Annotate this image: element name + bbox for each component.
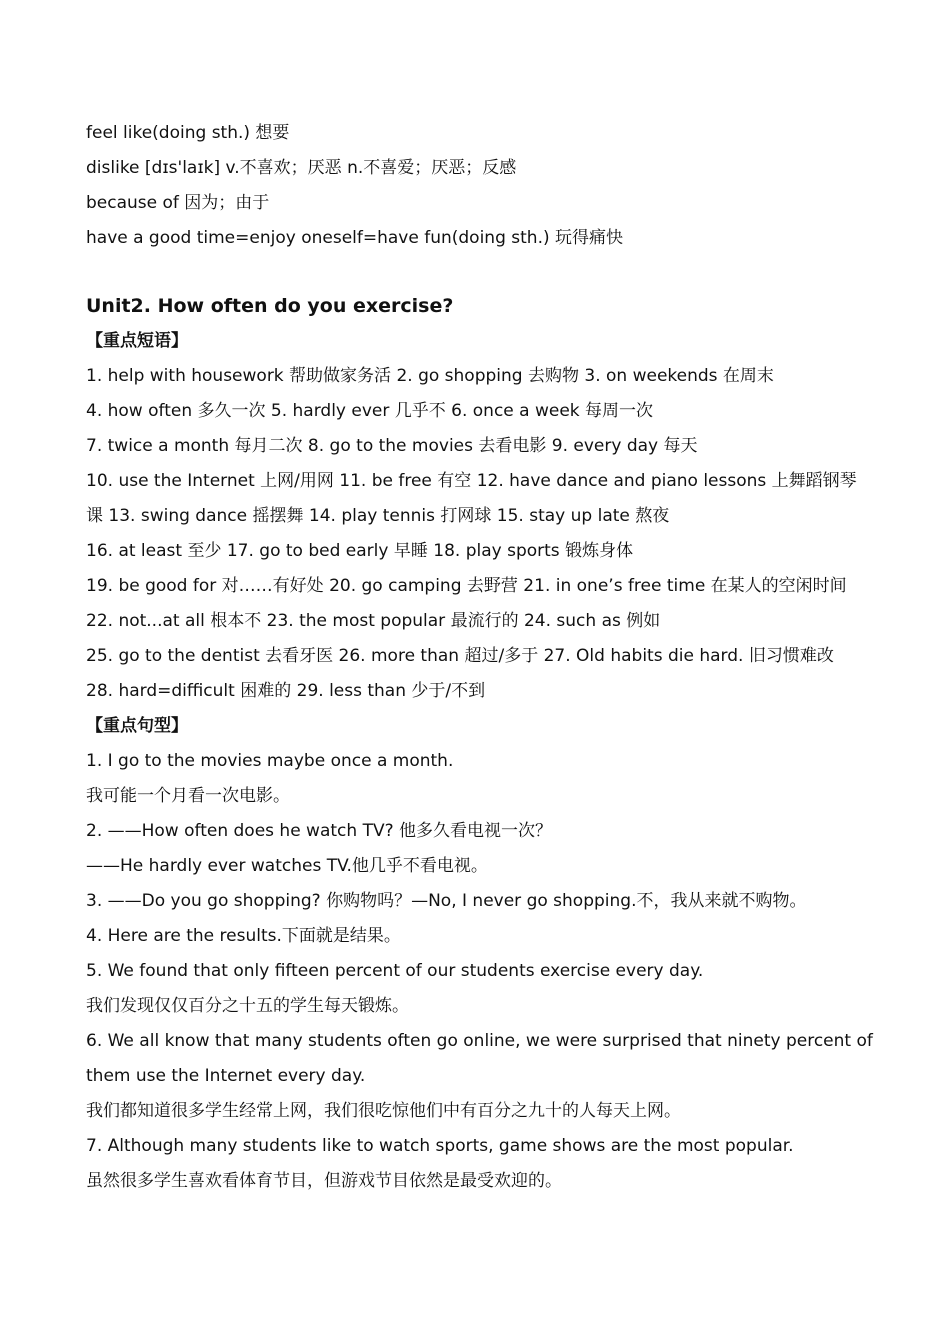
unit-title: Unit2. How often do you exercise? — [86, 295, 454, 317]
document-page — [86, 116, 876, 1199]
sentence-line: 1. I go to the movies maybe once a month. — [86, 751, 454, 771]
sentence-line: 7. Although many students like to watch sports, game shows are the most popular. — [86, 1136, 794, 1156]
phrase-line: 28. hard=difficult 困难的 29. less than 少于/不到 — [86, 681, 486, 701]
phrase-line: 10. use the Internet 上网/用网 11. be free 有空 12. have dance and piano lessons 上舞蹈钢琴 — [86, 471, 857, 491]
phrase-line: 4. how often 多久一次 5. hardly ever 几乎不 6. once a week 每周一次 — [86, 401, 654, 421]
spacer — [86, 256, 876, 289]
phrase-line: 16. at least 至少 17. go to bed early 早睡 18. play sports 锻炼身体 — [86, 541, 634, 561]
sentence-line: 3. ——Do you go shopping? 你购物吗？—No, I never go shopping.不，我从来就不购物。 — [86, 891, 807, 911]
sentence-line: 我们都知道很多学生经常上网，我们很吃惊他们中有百分之九十的人每天上网。 — [86, 1101, 681, 1121]
phrase-line: 7. twice a month 每月二次 8. go to the movies 去看电影 9. every day 每天 — [86, 436, 698, 456]
vocab-line: feel like(doing sth.) 想要 — [86, 123, 290, 143]
phrase-line: 22. not...at all 根本不 23. the most popular 最流行的 24. such as 例如 — [86, 611, 661, 631]
vocab-line: dislike [dɪs'laɪk] v.不喜欢；厌恶 n.不喜爱；厌恶；反感 — [86, 158, 517, 178]
sentence-line: 6. We all know that many students often go online, we were surprised that ninety percent of — [86, 1031, 873, 1051]
sentence-line: 4. Here are the results.下面就是结果。 — [86, 926, 401, 946]
phrases-heading: 【重点短语】 — [86, 331, 188, 351]
vocab-line: have a good time=enjoy oneself=have fun(doing sth.) 玩得痛快 — [86, 228, 624, 248]
sentences-heading: 【重点句型】 — [86, 716, 188, 736]
sentence-line: 我可能一个月看一次电影。 — [86, 786, 290, 806]
phrase-line: 25. go to the dentist 去看牙医 26. more than 超过/多于 27. Old habits die hard. 旧习惯难改 — [86, 646, 834, 666]
vocab-line: because of 因为；由于 — [86, 193, 270, 213]
sentence-line: 我们发现仅仅百分之十五的学生每天锻炼。 — [86, 996, 409, 1016]
phrase-line: 1. help with housework 帮助做家务活 2. go shopping 去购物 3. on weekends 在周末 — [86, 366, 774, 386]
phrase-line: 课 13. swing dance 摇摆舞 14. play tennis 打网球 15. stay up late 熬夜 — [86, 506, 670, 526]
sentence-line: ——He hardly ever watches TV.他几乎不看电视。 — [86, 856, 488, 876]
sentence-line: 虽然很多学生喜欢看体育节目，但游戏节目依然是最受欢迎的。 — [86, 1171, 562, 1191]
sentence-line: 5. We found that only fifteen percent of our students exercise every day. — [86, 961, 704, 981]
sentence-line: them use the Internet every day. — [86, 1066, 366, 1086]
sentence-line: 2. ——How often does he watch TV? 他多久看电视一次？ — [86, 821, 553, 841]
phrase-line: 19. be good for 对……有好处 20. go camping 去野营 21. in one’s free time 在某人的空闲时间 — [86, 576, 847, 596]
